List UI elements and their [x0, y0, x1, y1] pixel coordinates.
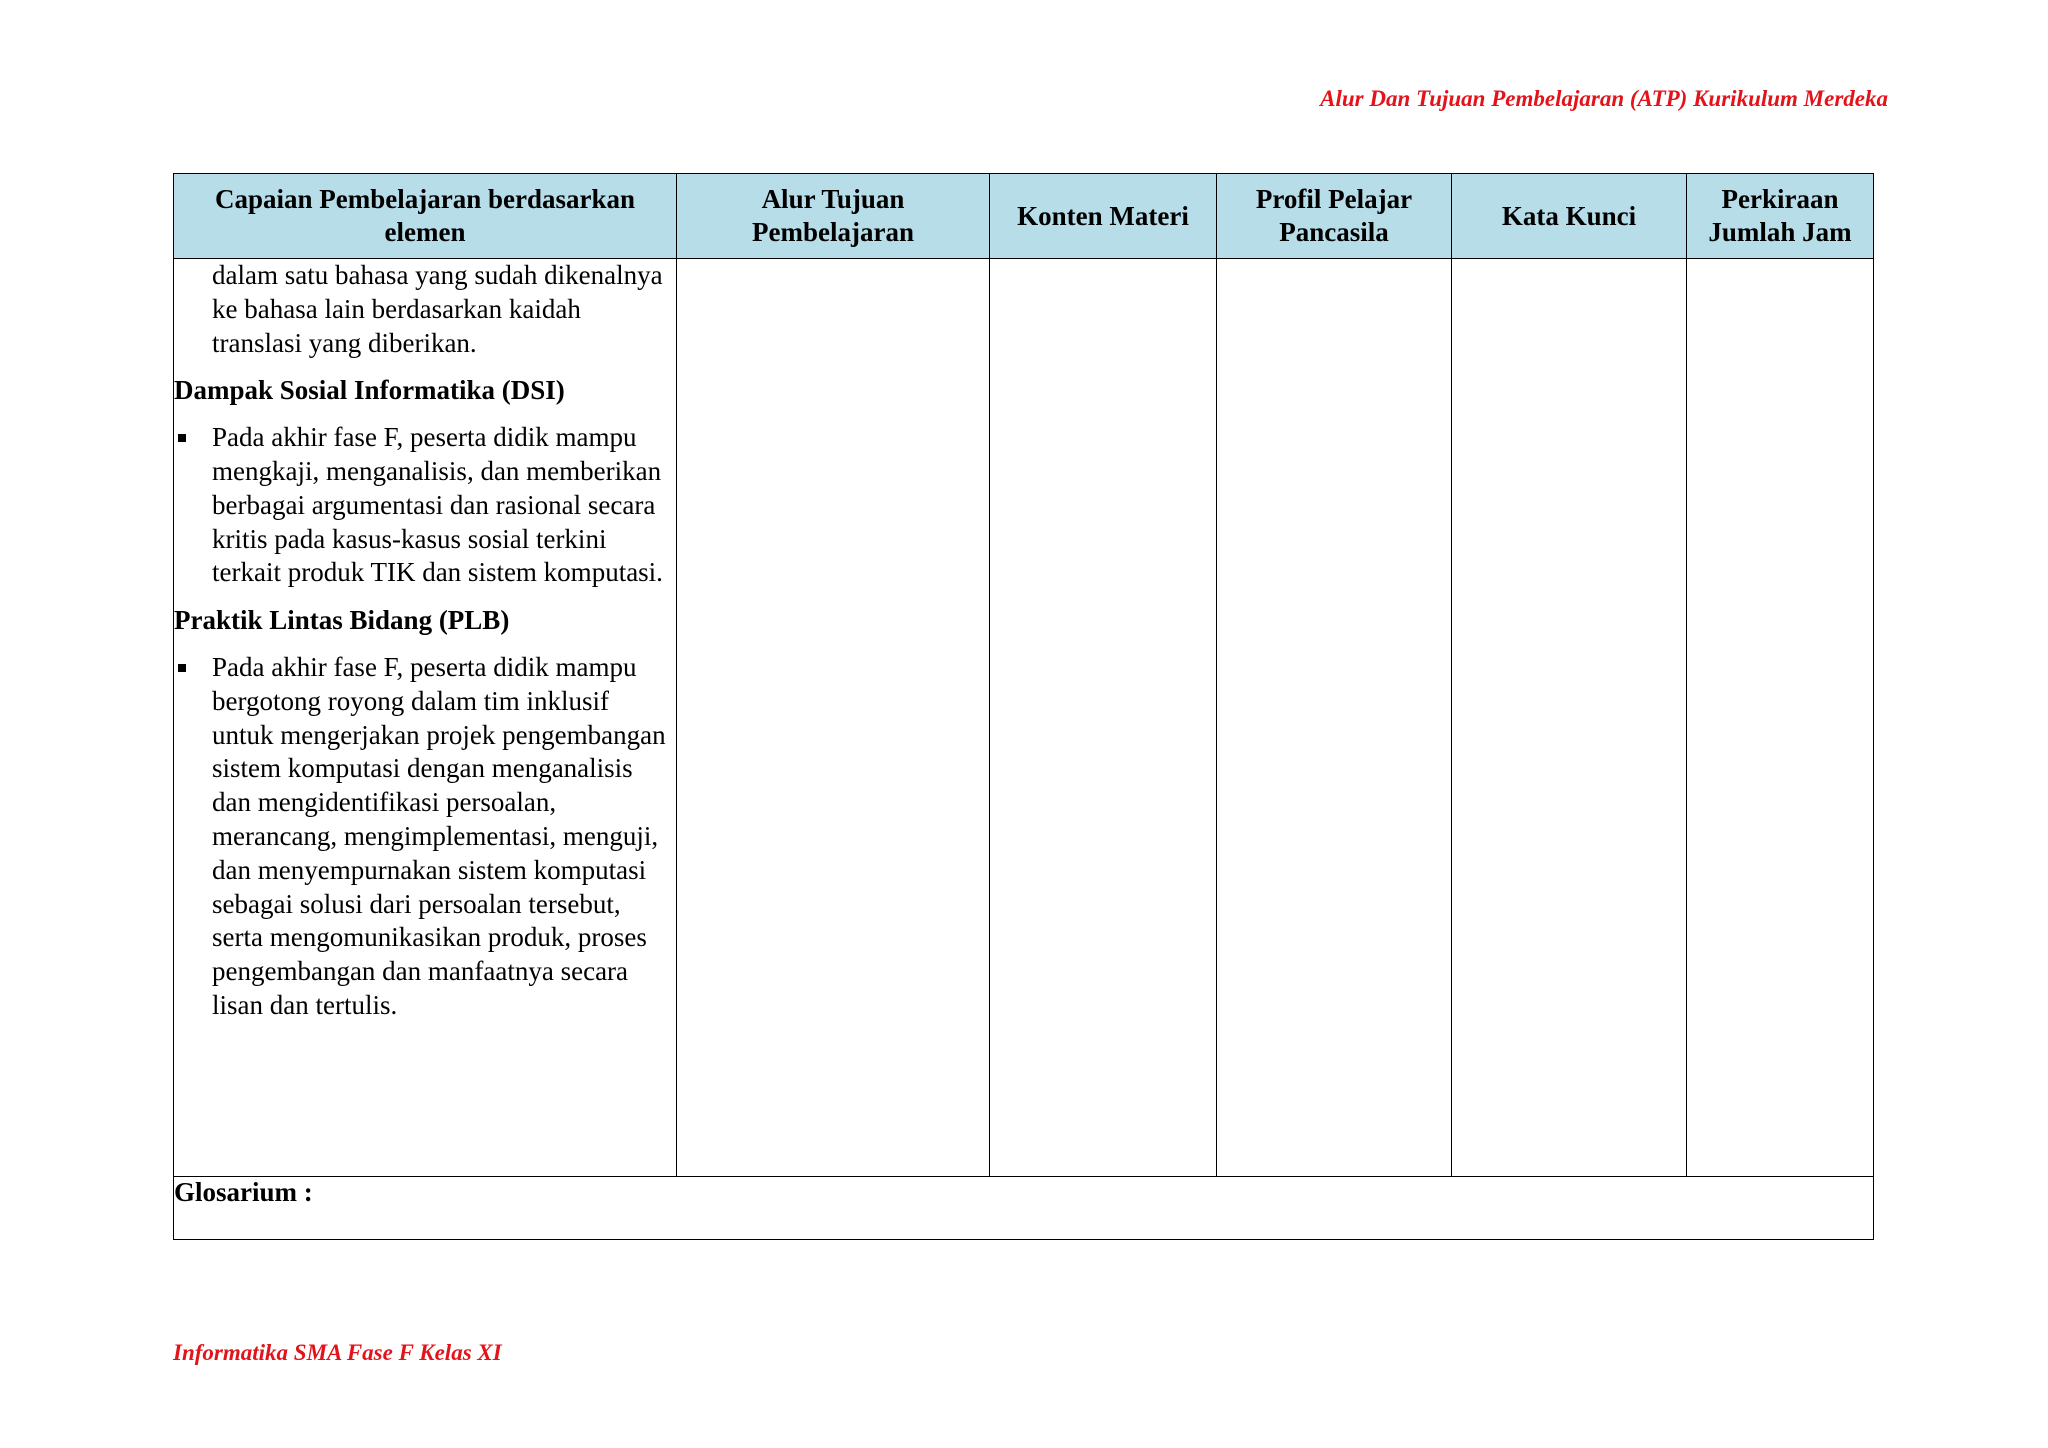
list-item	[174, 421, 676, 590]
column-header-alur-tujuan: Alur Tujuan Pembelajaran	[677, 174, 990, 259]
element-title-plb: Praktik Lintas Bidang (PLB)	[174, 605, 510, 636]
bullet-text-plb: Pada akhir fase F, peserta didik mampu bergotong royong dalam tim inklusif untuk mengerjakan projek pengembangan sistem komputasi dengan menganalisis dan mengidentifikasi persoalan, merancang, mengimplementasi, menguji, dan menyempurnakan sistem komputasi sebagai solusi dari persoalan tersebut, serta mengomunikasikan produk, proses pengembangan dan manfaatnya secara lisan dan tertulis.	[212, 651, 666, 1020]
square-bullet-icon	[178, 434, 186, 442]
alur-tujuan-cell	[677, 259, 990, 1177]
square-bullet-icon	[178, 664, 186, 672]
glosarium-row	[174, 1177, 1874, 1240]
table-row	[174, 259, 1874, 1177]
column-header-jumlah-jam: Perkiraan Jumlah Jam	[1687, 174, 1874, 259]
running-header: Alur Dan Tujuan Pembelajaran (ATP) Kurikulum Merdeka	[1320, 86, 1888, 111]
jumlah-jam-cell	[1687, 259, 1874, 1177]
glosarium-label: Glosarium :	[174, 1177, 1874, 1240]
kata-kunci-cell	[1452, 259, 1687, 1177]
table-header-row	[174, 174, 1874, 259]
column-header-kata-kunci: Kata Kunci	[1452, 174, 1687, 259]
column-header-capaian: Capaian Pembelajaran berdasarkan elemen	[174, 174, 677, 259]
column-header-konten-materi: Konten Materi	[990, 174, 1217, 259]
list-item	[174, 651, 676, 1023]
konten-materi-cell	[990, 259, 1217, 1177]
atp-table	[173, 173, 1874, 1240]
running-footer: Informatika SMA Fase F Kelas XI	[173, 1340, 502, 1365]
continued-text: dalam satu bahasa yang sudah dikenalnya ke bahasa lain berdasarkan kaidah translasi yang diberikan.	[212, 260, 663, 358]
capaian-cell	[174, 259, 677, 1177]
element-title-dsi: Dampak Sosial Informatika (DSI)	[174, 375, 565, 406]
profil-pelajar-cell	[1217, 259, 1452, 1177]
bullet-text-dsi: Pada akhir fase F, peserta didik mampu mengkaji, menganalisis, dan memberikan berbagai argumentasi dan rasional secara kritis pada kasus-kasus sosial terkini terkait produk TIK dan sistem komputasi.	[212, 422, 663, 588]
column-header-profil-pelajar: Profil Pelajar Pancasila	[1217, 174, 1452, 259]
